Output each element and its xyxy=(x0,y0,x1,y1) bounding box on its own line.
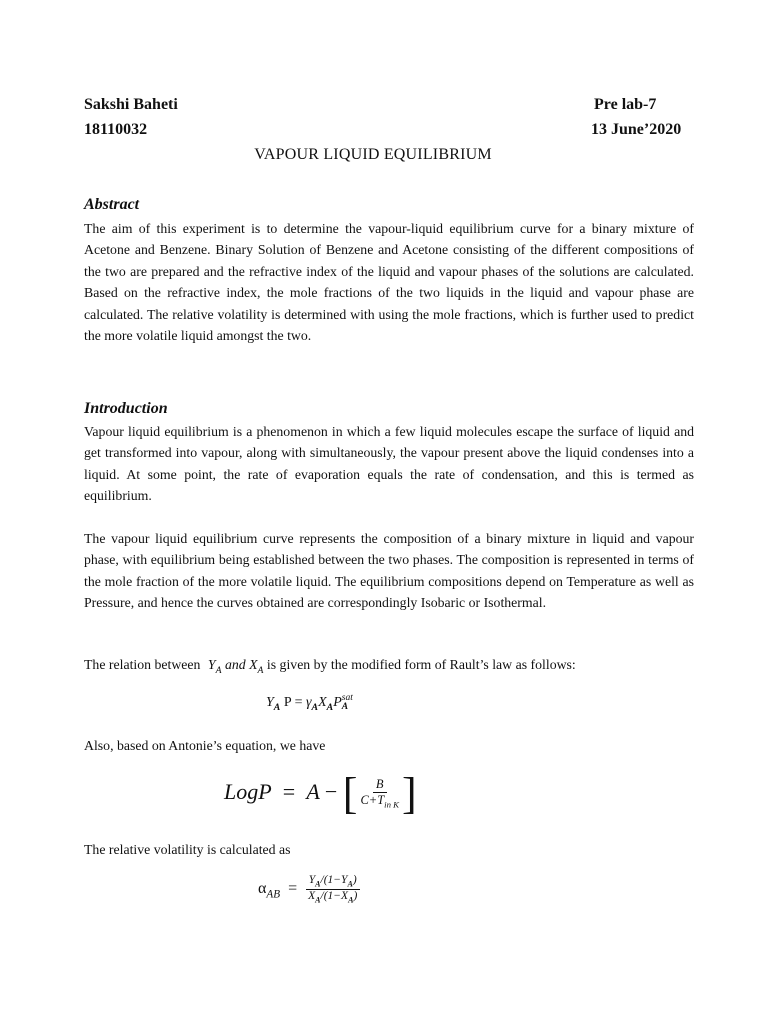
introduction-heading: Introduction xyxy=(84,400,168,417)
page-title: VAPOUR LIQUID EQUILIBRIUM xyxy=(254,146,492,163)
raoult-equation: $Y_A$ $P = \gamma_AX_AP$ sat A xyxy=(266,693,353,714)
relation-sentence: The relation between $Y_A$ and $X_A$ is given by the modified form of Rault’s law as follows: xyxy=(84,657,576,676)
abstract-text: The aim of this experiment is to determine the vapour-liquid equilibrium curve for a binary mixture of Acetone and Benzene. Binary Solution of Benzene and Acetone consisting of the different compositions of the two are prepared and the refractive index of the liquid and vapour phases of the solutions are calculated. Based on the refractive index, the mole fractions of the two liquids in the liquid and vapour phase are calculated. The relative volatility is determined with using the mole fractions, which is further used to predict the more volatile liquid amongst the two. xyxy=(84,221,694,344)
lab-label: Pre lab-7 xyxy=(594,96,657,113)
volatility-sentence: The relative volatility is calculated as xyxy=(84,842,291,857)
antoine-equation: LogP = A − [ $\frac{B}{C+T_{in K}}$ ] xyxy=(224,769,417,818)
antoine-sentence: Also, based on Antonie’s equation, we have xyxy=(84,738,326,753)
date: 13 June’2020 xyxy=(591,121,682,138)
roll-number: 18110032 xyxy=(84,121,148,138)
introduction-paragraph-1: Vapour liquid equilibrium is a phenomenon in which a few liquid molecules escape the surface of liquid and get transformed into vapour, along with simultaneously, the vapour present above the liquid condenses into a liquid. At some point, the rate of evaporation equals the rate of condensation, and this is termed as equilibrium. xyxy=(84,424,694,504)
author-name: Sakshi Baheti xyxy=(84,96,178,113)
relative-volatility-equation: $\alpha_{AB}$ = $\frac{Y_A/(1-Y_A)}{X_A/(1-X_A)}$ xyxy=(258,874,360,905)
abstract-heading: Abstract xyxy=(84,196,140,213)
introduction-paragraph-2: The vapour liquid equilibrium curve represents the composition of a binary mixture in liquid and vapour phase, with equilibrium being established between the two phases. The composition is represented in terms of the mole fraction of the more volatile liquid. The equilibrium compositions depend on Temperature as well as Pressure, and hence the curves obtained are correspondingly Isobaric or Isothermal. xyxy=(84,531,694,611)
